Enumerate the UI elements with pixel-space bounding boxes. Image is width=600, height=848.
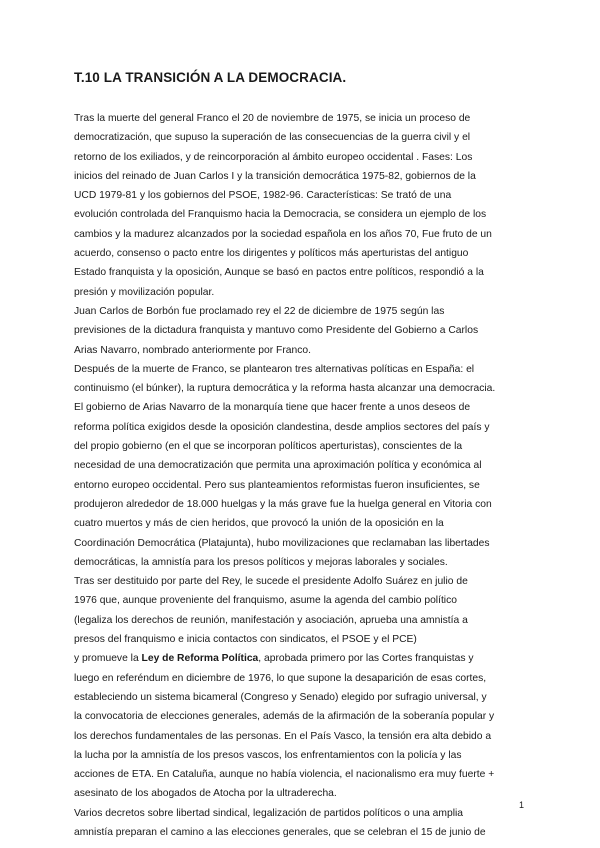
text-line: reforma política exigidos desde la oposición clandestina, desde amplios sectores del país y xyxy=(74,421,490,433)
text-line: Tras ser destituido por parte del Rey, le sucede el presidente Adolfo Suárez en julio de xyxy=(74,576,468,588)
text-line: retorno de los exiliados, y de reincorporación al ámbito europeo occidental . Fases: Los xyxy=(74,151,473,163)
text-run: y promueve la xyxy=(74,653,142,665)
document-body xyxy=(74,109,534,842)
text-line: la convocatoria de elecciones generales, además de la afirmación de la soberanía popular y xyxy=(74,711,495,723)
text-line: Coordinación Democrática (Platajunta), hubo movilizaciones que reclamaban las libertades xyxy=(74,537,490,549)
text-line: UCD 1979-81 y los gobiernos del PSOE, 1982-96. Características: Se trató de una xyxy=(74,190,452,202)
text-line xyxy=(74,649,534,668)
text-line: los derechos fundamentales de las personas. En el País Vasco, la tensión era alta debido a xyxy=(74,730,492,742)
text-line: inicios del reinado de Juan Carlos I y la transición democrática 1975-82, gobiernos de la xyxy=(74,170,476,182)
text-line: estableciendo un sistema bicameral (Congreso y Senado) elegido por sufragio universal, y xyxy=(74,691,487,703)
text-line: Juan Carlos de Borbón fue proclamado rey el 22 de diciembre de 1975 según las xyxy=(74,305,445,317)
text-line: amnistía preparan el camino a las elecciones generales, que se celebran el 15 de junio de xyxy=(74,826,486,838)
text-line: democratización, que supuso la superación de las consecuencias de la guerra civil y el xyxy=(74,132,471,144)
text-line: la lucha por la amnistía de los presos vascos, los enfrentamientos con la policía y las xyxy=(74,749,462,761)
text-line: produjeron alrededor de 18.000 huelgas y la más grave fue la huelga general en Vitoria con xyxy=(74,498,492,510)
text-line: cambios y la madurez alcanzados por la sociedad española en los años 70, Fue fruto de un xyxy=(74,228,492,240)
text-line: presos del franquismo e inicia contactos con sindicatos, el PSOE y el PCE) xyxy=(74,634,417,646)
text-line: democráticas, la amnistía para los presos políticos y mejoras laborales y sociales. xyxy=(74,556,448,568)
text-line: acuerdo, consenso o pacto entre los dirigentes y políticos más aperturistas del antiguo xyxy=(74,248,469,260)
text-line: acciones de ETA. En Cataluña, aunque no había violencia, el nacionalismo era muy fuerte + xyxy=(74,769,495,781)
text-line: necesidad de una democratización que permita una aproximación política y económica al xyxy=(74,460,482,472)
text-line: Estado franquista y la oposición, Aunque se basó en pactos entre políticos, respondió a la xyxy=(74,267,484,279)
text-line: entorno europeo occidental. Pero sus planteamientos reformistas fueron insuficientes, se xyxy=(74,479,480,491)
text-line: previsiones de la dictadura franquista y mantuvo como Presidente del Gobierno a Carlos xyxy=(74,325,479,337)
text-line: continuismo (el búnker), la ruptura democrática y la reforma hasta alcanzar una democracia. xyxy=(74,383,496,395)
text-line: Tras la muerte del general Franco el 20 de noviembre de 1975, se inicia un proceso de xyxy=(74,113,471,124)
text-line: presión y movilización popular. xyxy=(74,286,215,298)
text-line: cuatro muertos y más de cien heridos, que provocó la unión de la oposición en la xyxy=(74,518,444,530)
text-line: El gobierno de Arias Navarro de la monarquía tiene que hacer frente a unos deseos de xyxy=(74,402,471,414)
text-line: Después de la muerte de Franco, se plantearon tres alternativas políticas en España: el xyxy=(74,363,475,375)
text-line: asesinato de los abogados de Atocha por la ultraderecha. xyxy=(74,788,337,800)
document-title: T.10 LA TRANSICIÓN A LA DEMOCRACIA. xyxy=(74,70,347,85)
text-line: luego en referéndum en diciembre de 1976, lo que supone la desaparición de esas cortes, xyxy=(74,672,487,684)
text-line: Varios decretos sobre libertad sindical, legalización de partidos políticos o una amplia xyxy=(74,807,464,819)
text-run: , aprobada primero por las Cortes franquistas y xyxy=(258,653,474,665)
text-line: (legaliza los derechos de reunión, manifestación y asociación, aprueba una amnistía a xyxy=(74,614,468,626)
page-number: 1 xyxy=(519,800,525,810)
text-line: del propio gobierno (en el que se incorporan políticos aperturistas), conscientes de la xyxy=(74,441,463,453)
text-line: 1976 que, aunque proveniente del franquismo, asume la agenda del cambio político xyxy=(74,595,457,607)
text-line: evolución controlada del Franquismo hacia la Democracia, se considera un ejemplo de los xyxy=(74,209,487,221)
law-name-bold: Ley de Reforma Política xyxy=(141,653,259,665)
text-line: Arias Navarro, nombrado anteriormente por Franco. xyxy=(74,344,311,356)
